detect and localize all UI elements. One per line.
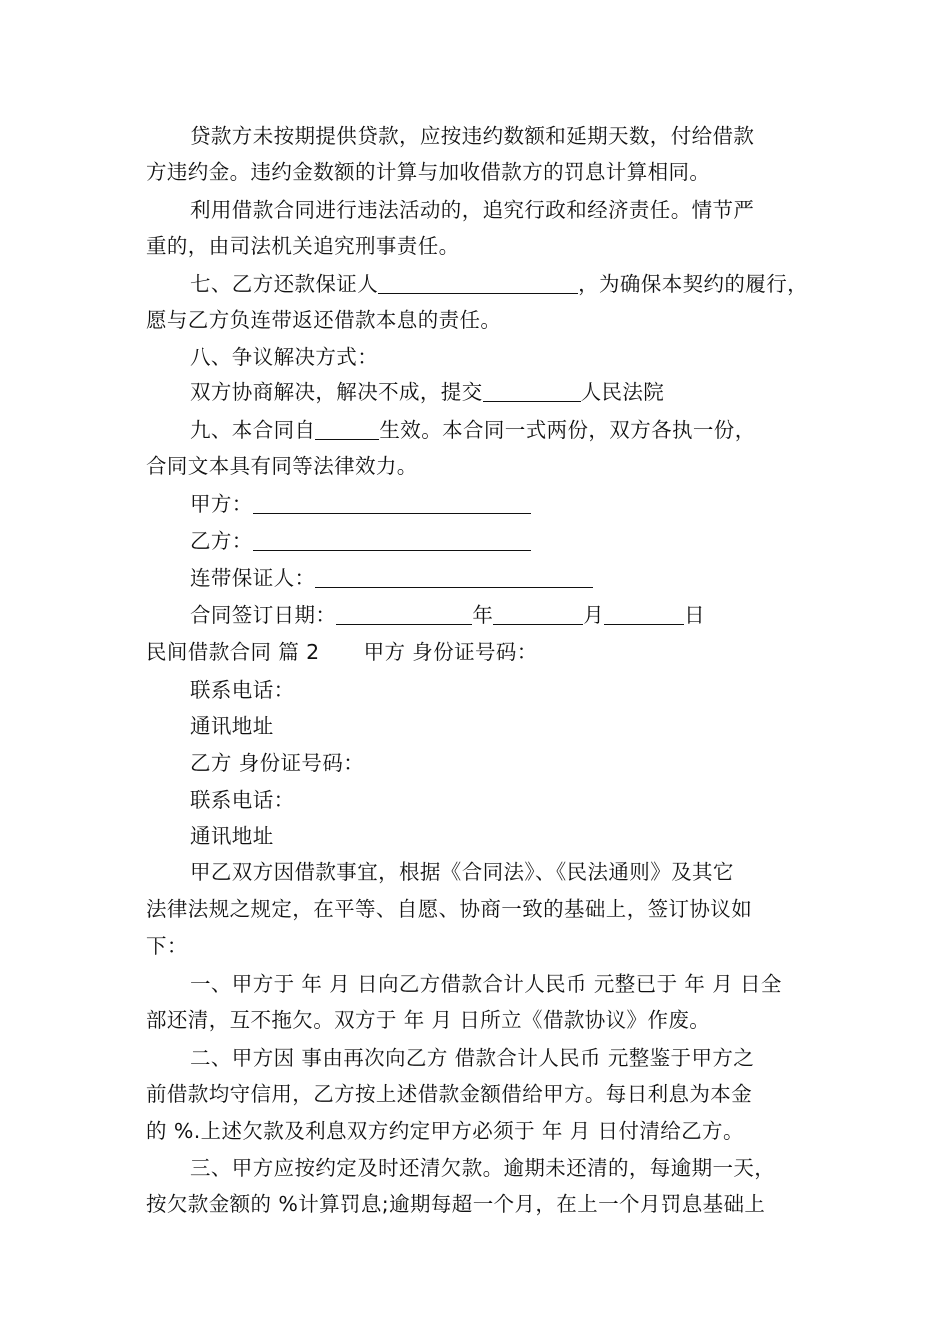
signature-label: 连带保证人： — [190, 566, 316, 590]
fill-blank — [378, 269, 578, 294]
paragraph-line: 法律法规之规定，在平等、自愿、协商一致的基础上，签订协议如 — [146, 897, 753, 921]
day-label: 日 — [684, 603, 706, 627]
year-label: 年 — [472, 603, 494, 627]
paragraph-line: 愿与乙方负连带返还借款本息的责任。 — [146, 308, 502, 332]
paragraph-line: 的 %.上述欠款及利息双方约定甲方必须于 年 月 日付清给乙方。 — [146, 1119, 744, 1143]
paragraph-line: 下： — [146, 934, 188, 958]
info-line: 联系电话： — [190, 678, 295, 702]
party-a-signature — [190, 486, 810, 522]
guarantor-signature — [190, 560, 810, 596]
paragraph-line: 甲乙双方因借款事宜，根据《合同法》、《民法通则》及其它 — [190, 860, 734, 884]
info-line: 乙方 身份证号码： — [190, 751, 365, 775]
month-label: 月 — [583, 603, 605, 627]
fill-blank — [336, 600, 472, 625]
effective-clause — [190, 412, 810, 448]
signature-label: 甲方： — [190, 492, 253, 516]
guarantor-clause — [190, 266, 810, 302]
clause-text: 双方协商解决，解决不成，提交 — [190, 380, 483, 404]
clause-text: 人民法院 — [580, 380, 665, 404]
paragraph-line: 按欠款金额的 %计算罚息;逾期每超一个月，在上一个月罚息基础上 — [146, 1192, 766, 1216]
clause-text: ，为确保本契约的履行， — [578, 272, 809, 296]
contract-title: 民间借款合同 篇 2 — [146, 640, 320, 664]
fill-blank — [483, 377, 581, 402]
section-heading: 八、争议解决方式： — [190, 345, 379, 369]
signing-date — [190, 597, 810, 633]
paragraph-line: 贷款方未按期提供贷款，应按违约数额和延期天数，付给借款 — [190, 124, 755, 148]
dispute-clause — [190, 374, 810, 410]
paragraph-line: 部还清，互不拖欠。双方于 年 月 日所立《借款协议》作废。 — [146, 1008, 711, 1032]
contract-heading-line — [146, 634, 810, 670]
clause-text: 九、本合同自 — [190, 418, 316, 442]
signature-label: 乙方： — [190, 529, 253, 553]
fill-blank — [253, 526, 531, 551]
party-b-signature — [190, 523, 810, 559]
info-line: 通讯地址 — [190, 714, 274, 738]
fill-blank — [604, 600, 684, 625]
party-a-id: 甲方 身份证号码： — [363, 640, 538, 664]
info-line: 通讯地址 — [190, 824, 274, 848]
paragraph-line: 利用借款合同进行违法活动的，追究行政和经济责任。情节严 — [190, 198, 755, 222]
fill-blank — [253, 489, 531, 514]
fill-blank — [315, 563, 593, 588]
clause-text: 七、乙方还款保证人 — [190, 272, 379, 296]
paragraph-line: 合同文本具有同等法律效力。 — [146, 454, 418, 478]
paragraph-line: 方违约金。违约金数额的计算与加收借款方的罚息计算相同。 — [146, 160, 711, 184]
paragraph-line: 重的，由司法机关追究刑事责任。 — [146, 234, 460, 258]
fill-blank — [315, 415, 379, 440]
paragraph-line: 前借款均守信用，乙方按上述借款金额借给甲方。每日利息为本金 — [146, 1082, 753, 1106]
fill-blank — [493, 600, 583, 625]
info-line: 联系电话： — [190, 788, 295, 812]
clause-text: 生效。本合同一式两份，双方各执一份， — [379, 418, 756, 442]
paragraph-line: 一、甲方于 年 月 日向乙方借款合计人民币 元整已于 年 月 日全 — [190, 972, 782, 996]
paragraph-line: 三、甲方应按约定及时还清欠款。逾期未还清的，每逾期一天， — [190, 1156, 776, 1180]
paragraph-line: 二、甲方因 事由再次向乙方 借款合计人民币 元整鉴于甲方之 — [190, 1046, 755, 1070]
date-label: 合同签订日期： — [190, 603, 337, 627]
